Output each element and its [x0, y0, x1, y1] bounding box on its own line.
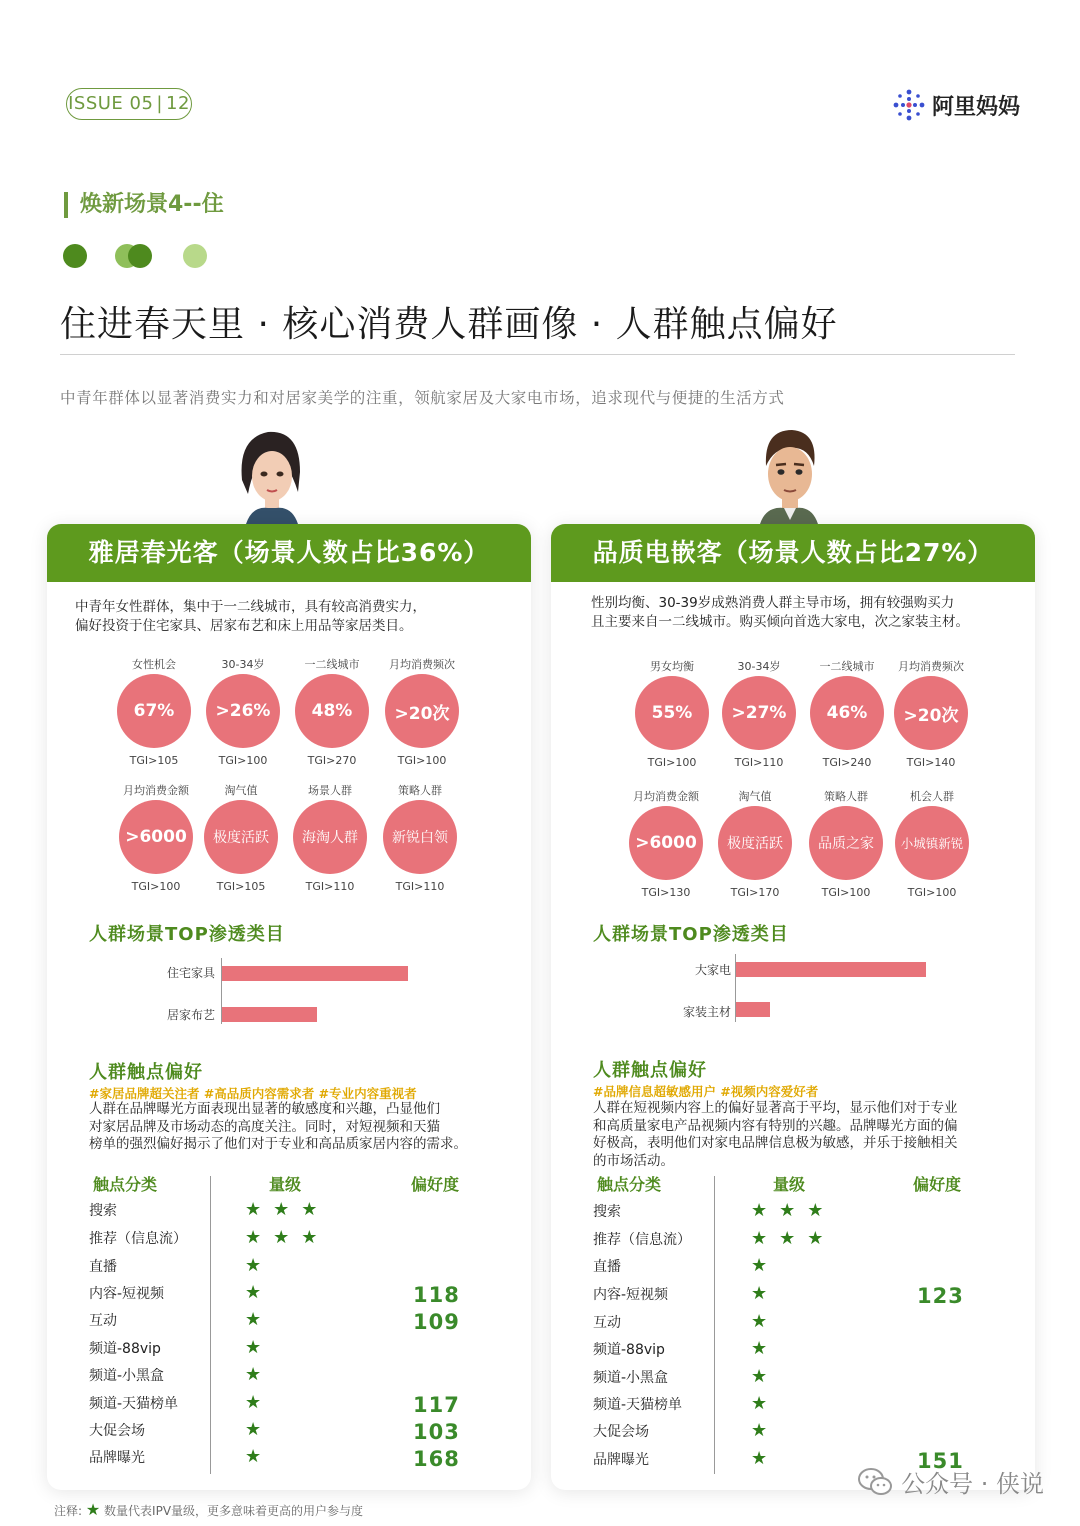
bubble-tgi: TGI>100	[131, 880, 181, 893]
paragraph-line: 榜单的强烈偏好揭示了他们对于专业和高品质家居内容的需求。	[89, 1136, 467, 1152]
bubble-tgi: TGI>100	[907, 886, 957, 899]
persona-stat-bubble	[377, 656, 467, 767]
table-row	[89, 1418, 529, 1445]
bubble-tgi: TGI>100	[218, 754, 268, 767]
issue-page: 12	[166, 93, 190, 114]
bubble-label: 月均消费金额	[633, 790, 699, 803]
top-category-title: 人群场景TOP渗透类目	[593, 924, 789, 945]
table-row	[89, 1445, 529, 1472]
bubble-label: 场景人群	[308, 784, 352, 797]
paragraph-line: 对家居品牌及市场动态的高度关注。同时，对短视频和天猫	[89, 1118, 440, 1135]
persona-stat-bubble	[285, 782, 375, 893]
table-row	[593, 1227, 1033, 1254]
table-header-volume: 量级	[773, 1175, 806, 1194]
watermark-text: 公众号 · 侠说	[901, 1470, 1044, 1498]
bubble-value: >26%	[206, 674, 280, 748]
touchpoint-paragraph	[89, 1101, 467, 1154]
star-rating-icon: ★★★	[245, 1227, 330, 1248]
star-rating-icon: ★	[245, 1282, 274, 1303]
bubble-label: 淘气值	[224, 784, 258, 797]
star-rating-icon: ★	[245, 1255, 274, 1276]
touchpoint-category: 频道-天猫榜单	[89, 1396, 179, 1412]
touchpoint-title: 人群触点偏好	[89, 1062, 203, 1083]
table-row	[89, 1363, 529, 1390]
table-row	[593, 1365, 1033, 1392]
persona-stat-bubble	[196, 782, 286, 893]
footnote-text: 数量代表IPV量级，更多意味着更高的用户参与度	[104, 1504, 364, 1518]
section-tag: 焕新场景4--住	[64, 192, 224, 218]
persona-description	[591, 594, 969, 632]
preference-value: 117	[413, 1393, 460, 1417]
bubble-value: 极度活跃	[718, 806, 792, 880]
touchpoint-category: 推荐（信息流）	[593, 1232, 691, 1248]
bubble-label: 一二线城市	[304, 658, 360, 671]
star-icon: ★	[85, 1500, 101, 1519]
touchpoint-category: 内容-短视频	[89, 1286, 165, 1302]
bubble-tgi: TGI>105	[129, 754, 179, 767]
preference-value: 103	[413, 1420, 460, 1444]
bubble-value: >20次	[385, 674, 459, 748]
table-header-category: 触点分类	[597, 1175, 662, 1194]
persona-card-title: 品质电嵌客（场景人数占比27%）	[551, 524, 1035, 582]
bar-label: 家装主材	[682, 1005, 731, 1019]
bubble-tgi: TGI>100	[397, 754, 447, 767]
issue-badge	[66, 88, 192, 120]
paragraph-line: 的市场活动。	[593, 1152, 674, 1169]
table-row	[593, 1337, 1033, 1364]
bubble-value: >6000	[119, 800, 193, 874]
star-rating-icon: ★	[751, 1338, 780, 1359]
table-row	[593, 1310, 1033, 1337]
table-row	[593, 1282, 1033, 1309]
persona-description	[75, 598, 426, 636]
description-line: 中青年女性群体，集中于一二线城市，具有较高消费实力，	[75, 599, 426, 615]
bar-mark	[736, 962, 926, 977]
bubble-value: >6000	[629, 806, 703, 880]
male-avatar-icon	[746, 420, 832, 524]
touchpoint-category: 频道-小黑盒	[593, 1370, 669, 1386]
alimama-logo-icon	[892, 88, 926, 122]
persona-tags: #家居品牌超关注者 #高品质内容需求者 #专业内容重视者	[89, 1086, 417, 1101]
table-row	[593, 1254, 1033, 1281]
brand-logo	[892, 88, 1020, 122]
bar-label: 居家布艺	[166, 1008, 215, 1022]
touchpoint-category: 频道-88vip	[89, 1341, 161, 1357]
bar-mark	[222, 966, 408, 981]
bubble-tgi: TGI>140	[906, 756, 956, 769]
star-rating-icon: ★	[751, 1255, 780, 1276]
star-rating-icon: ★	[751, 1311, 780, 1332]
persona-stat-bubble	[621, 788, 711, 899]
table-row	[593, 1199, 1033, 1226]
preference-value: 109	[413, 1310, 460, 1334]
touchpoint-category: 内容-短视频	[593, 1287, 669, 1303]
bar-label: 大家电	[694, 963, 731, 977]
preference-value: 118	[413, 1283, 460, 1307]
table-row	[89, 1226, 529, 1253]
bubble-value: >20次	[894, 676, 968, 750]
touchpoint-category: 频道-天猫榜单	[593, 1397, 683, 1413]
bubble-value: 品质之家	[809, 806, 883, 880]
persona-stat-bubble	[710, 788, 800, 899]
touchpoint-category: 大促会场	[89, 1423, 145, 1439]
decor-dot-4	[183, 244, 207, 268]
persona-tags: #品牌信息超敏感用户 #视频内容爱好者	[593, 1084, 819, 1099]
persona-stat-bubble	[627, 658, 717, 769]
title-divider	[60, 354, 1015, 355]
bubble-label: 策略人群	[398, 784, 442, 797]
table-row	[593, 1419, 1033, 1446]
touchpoint-category: 推荐（信息流）	[89, 1231, 187, 1247]
star-rating-icon: ★	[751, 1366, 780, 1387]
bubble-tgi: TGI>240	[822, 756, 872, 769]
persona-stat-bubble	[109, 656, 199, 767]
issue-label: ISSUE 05	[68, 93, 154, 114]
touchpoint-title: 人群触点偏好	[593, 1060, 707, 1081]
paragraph-line: 和高质量家电产品视频内容有特别的兴趣。品牌曝光方面的偏	[593, 1117, 958, 1134]
bubble-label: 月均消费频次	[898, 660, 964, 673]
bubble-label: 机会人群	[910, 790, 954, 803]
bubble-value: 新锐白领	[383, 800, 457, 874]
paragraph-line: 人群在品牌曝光方面表现出显著的敏感度和兴趣，凸显他们	[89, 1101, 440, 1117]
bubble-tgi: TGI>270	[307, 754, 357, 767]
bubble-label: 淘气值	[738, 790, 772, 803]
brand-name: 阿里妈妈	[931, 94, 1020, 120]
table-header-category: 触点分类	[93, 1175, 158, 1194]
bubble-value: 48%	[295, 674, 369, 748]
table-row	[89, 1336, 529, 1363]
bubble-value: 55%	[635, 676, 709, 750]
bubble-value: 海淘人群	[293, 800, 367, 874]
bubble-tgi: TGI>110	[395, 880, 445, 893]
decor-dot-3	[128, 244, 152, 268]
star-rating-icon: ★	[245, 1392, 274, 1413]
table-header-preference: 偏好度	[411, 1175, 460, 1194]
description-line: 偏好投资于住宅家具、居家布艺和床上用品等家居类目。	[75, 618, 413, 634]
star-rating-icon: ★	[245, 1337, 274, 1358]
persona-stat-bubble	[375, 782, 465, 893]
issue-separator: |	[156, 93, 163, 114]
page-subtitle: 中青年群体以显著消费实力和对居家美学的注重，领航家居及大家电市场，追求现代与便捷的生活方式	[60, 389, 785, 407]
bar-label: 住宅家具	[166, 966, 215, 980]
persona-stat-bubble	[887, 788, 977, 899]
preference-value: 168	[413, 1447, 460, 1471]
touchpoint-category: 品牌曝光	[593, 1452, 649, 1468]
watermark	[857, 1464, 1044, 1499]
touchpoint-category: 直播	[593, 1259, 621, 1275]
touchpoint-category: 大促会场	[593, 1424, 649, 1440]
persona-stat-bubble	[802, 658, 892, 769]
table-row	[89, 1281, 529, 1308]
bubble-value: 67%	[117, 674, 191, 748]
persona-stat-bubble	[714, 658, 804, 769]
female-avatar-icon	[228, 420, 314, 524]
touchpoint-paragraph	[593, 1100, 958, 1170]
star-rating-icon: ★	[245, 1309, 274, 1330]
bubble-label: 月均消费频次	[389, 658, 455, 671]
footnote-prefix: 注释:	[54, 1504, 83, 1518]
touchpoint-category: 搜索	[593, 1204, 621, 1220]
preference-value: 151	[917, 1449, 964, 1473]
touchpoint-category: 互动	[89, 1313, 117, 1329]
persona-stat-bubble	[801, 788, 891, 899]
bubble-tgi: TGI>110	[305, 880, 355, 893]
bubble-tgi: TGI>100	[821, 886, 871, 899]
decor-dot-1	[63, 244, 87, 268]
bubble-tgi: TGI>170	[730, 886, 780, 899]
paragraph-line: 人群在短视频内容上的偏好显著高于平均，显示他们对于专业	[593, 1100, 958, 1116]
paragraph-line: 好极高，表明他们对家电品牌信息极为敏感，并乐于接触相关	[593, 1135, 958, 1151]
bar-mark	[736, 1002, 770, 1017]
table-row	[593, 1392, 1033, 1419]
star-rating-icon: ★	[245, 1364, 274, 1385]
table-header-preference: 偏好度	[913, 1175, 962, 1194]
persona-card-left	[47, 524, 531, 1490]
persona-stat-bubble	[198, 656, 288, 767]
table-header-volume: 量级	[269, 1175, 302, 1194]
star-rating-icon: ★	[751, 1393, 780, 1414]
bubble-value: 小城镇新锐	[895, 806, 969, 880]
table-row	[89, 1254, 529, 1281]
description-line: 且主要来自一二线城市。购买倾向首选大家电，次之家装主材。	[591, 614, 969, 630]
top-category-title: 人群场景TOP渗透类目	[89, 924, 285, 945]
bubble-tgi: TGI>100	[647, 756, 697, 769]
bubble-tgi: TGI>110	[734, 756, 784, 769]
touchpoint-category: 互动	[593, 1315, 621, 1331]
preference-value: 123	[917, 1284, 964, 1308]
description-line: 性别均衡、30-39岁成熟消费人群主导市场，拥有较强购买力	[591, 595, 955, 611]
bubble-label: 策略人群	[824, 790, 868, 803]
bubble-label: 月均消费金额	[123, 784, 189, 797]
bubble-label: 一二线城市	[819, 660, 875, 673]
persona-card-title: 雅居春光客（场景人数占比36%）	[47, 524, 531, 582]
footnote	[54, 1500, 363, 1519]
touchpoint-category: 频道-88vip	[593, 1342, 665, 1358]
table-row	[89, 1308, 529, 1335]
persona-stat-bubble	[111, 782, 201, 893]
persona-stat-bubble	[287, 656, 377, 767]
wechat-icon	[857, 1467, 893, 1497]
persona-stat-bubble	[886, 658, 976, 769]
bubble-value: 极度活跃	[204, 800, 278, 874]
touchpoint-category: 搜索	[89, 1203, 117, 1219]
touchpoint-category: 直播	[89, 1259, 117, 1275]
star-rating-icon: ★	[245, 1419, 274, 1440]
bubble-value: 46%	[810, 676, 884, 750]
bubble-label: 男女均衡	[650, 660, 694, 673]
bubble-tgi: TGI>105	[216, 880, 266, 893]
bubble-value: >27%	[722, 676, 796, 750]
star-rating-icon: ★	[751, 1448, 780, 1469]
bubble-label: 30-34岁	[221, 658, 265, 671]
touchpoint-category: 频道-小黑盒	[89, 1368, 165, 1384]
touchpoint-category: 品牌曝光	[89, 1450, 145, 1466]
star-rating-icon: ★★★	[751, 1200, 836, 1221]
bubble-label: 女性机会	[132, 658, 176, 671]
table-row	[89, 1391, 529, 1418]
bubble-label: 30-34岁	[737, 660, 781, 673]
star-rating-icon: ★	[751, 1283, 780, 1304]
star-rating-icon: ★	[751, 1420, 780, 1441]
star-rating-icon: ★★★	[245, 1199, 330, 1220]
page-title: 住进春天里 · 核心消费人群画像 · 人群触点偏好	[60, 304, 838, 345]
table-row	[89, 1198, 529, 1225]
star-rating-icon: ★★★	[751, 1228, 836, 1249]
bubble-tgi: TGI>130	[641, 886, 691, 899]
persona-card-right	[551, 524, 1035, 1490]
bar-mark	[222, 1007, 317, 1022]
star-rating-icon: ★	[245, 1446, 274, 1467]
